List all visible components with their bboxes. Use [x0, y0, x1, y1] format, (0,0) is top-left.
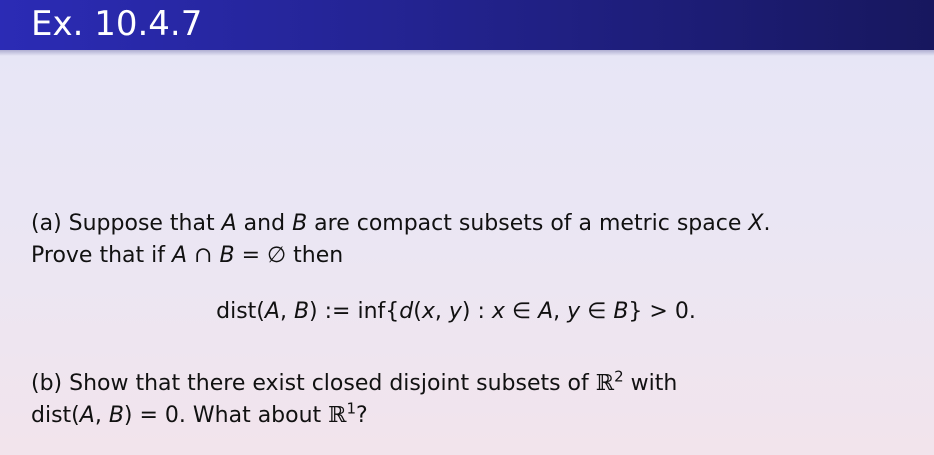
math-var-B: B [219, 243, 235, 268]
question-mark: ? [356, 403, 368, 428]
part-a-line1-prefix: (a) Suppose that [31, 211, 222, 236]
comma: , [279, 299, 294, 324]
math-var-A: A [538, 299, 554, 324]
title-bar-shadow [0, 50, 934, 56]
math-var-A: A [221, 211, 237, 236]
dist-open: dist( [31, 403, 80, 428]
reals-symbol: ℝ [595, 371, 615, 396]
part-a-line1-suffix: are compact subsets of a metric space [307, 211, 749, 236]
part-b-line1-suffix: with [623, 371, 678, 396]
math-var-y: y [448, 299, 462, 324]
math-var-A: A [79, 403, 95, 428]
math-var-d: d [399, 299, 414, 324]
comma: , [553, 299, 568, 324]
dist-open: dist( [216, 299, 265, 324]
math-var-x: x [491, 299, 505, 324]
element-of: ∈ [580, 299, 614, 324]
inf-open: inf{ [357, 299, 400, 324]
math-var-X: X [748, 211, 764, 236]
part-b-text [31, 368, 911, 432]
such-that: ) : [461, 299, 492, 324]
part-b-line1-prefix: (b) Show that there exist closed disjoint subsets of [31, 371, 596, 396]
part-a-text [31, 208, 911, 272]
part-a-line2-prefix: Prove that if [31, 243, 172, 268]
equals-symbol: = [241, 243, 261, 268]
word-and: and [236, 211, 293, 236]
dist-definition-display [31, 296, 911, 328]
reals-symbol: ℝ [328, 403, 347, 428]
comma: , [94, 403, 109, 428]
math-var-B: B [613, 299, 629, 324]
slide-title: Ex. 10.4.7 [31, 4, 203, 44]
part-a-line2-suffix: then [286, 243, 344, 268]
intersection-symbol: ∩ [194, 243, 213, 268]
math-var-x: x [421, 299, 435, 324]
emptyset-symbol: ∅ [267, 243, 287, 268]
exponent-1: 1 [346, 399, 357, 418]
slide-body [31, 208, 911, 432]
element-of: ∈ [504, 299, 539, 324]
equals-zero-text: ) = 0. What about [123, 403, 329, 428]
defined-as: ) := [309, 299, 358, 324]
math-var-A: A [264, 299, 280, 324]
math-var-B: B [293, 299, 310, 324]
period: . [763, 211, 771, 236]
slide-title-bar [0, 0, 934, 50]
math-var-B: B [108, 403, 124, 428]
comma: , [434, 299, 449, 324]
math-var-y: y [567, 299, 581, 324]
exponent-2: 2 [614, 367, 624, 386]
paren-open: ( [413, 299, 422, 324]
math-var-A: A [171, 243, 188, 268]
math-var-B: B [292, 211, 308, 236]
inf-close-gt-zero: } > 0. [628, 299, 696, 324]
